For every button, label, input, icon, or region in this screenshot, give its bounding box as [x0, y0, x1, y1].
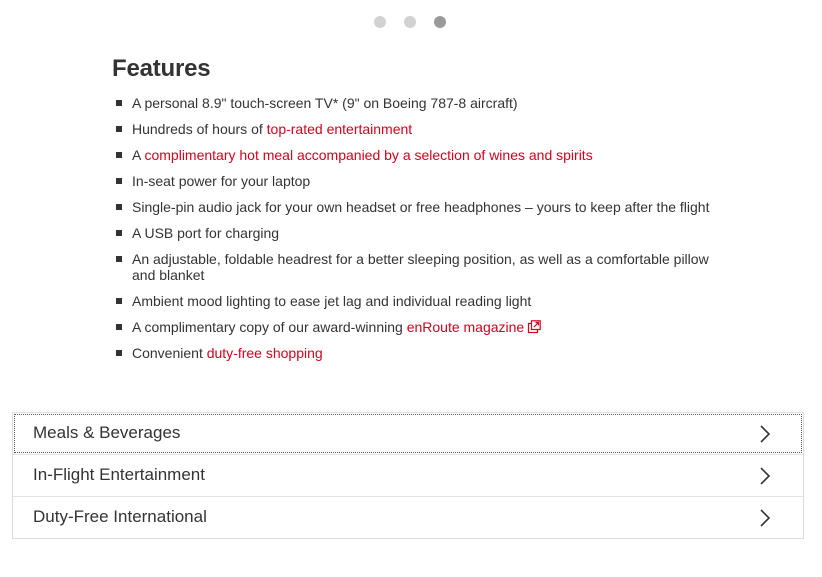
feature-item	[112, 293, 712, 309]
bullet-icon	[116, 298, 122, 304]
enroute-magazine-link[interactable]	[407, 319, 542, 335]
carousel-pagination	[0, 16, 822, 30]
features-title: Features	[112, 55, 211, 82]
bullet-icon	[116, 152, 122, 158]
hot-meal-link[interactable]: complimentary hot meal accompanied by a selection of wines and spirits	[144, 147, 593, 163]
bullet-icon	[116, 204, 122, 210]
accordion-item-label: Meals & Beverages	[33, 423, 181, 442]
feature-item	[112, 251, 712, 283]
accordion-item-duty-free-international[interactable]	[13, 496, 803, 538]
feature-text: Convenient	[132, 345, 207, 361]
feature-item	[112, 147, 712, 163]
feature-item	[112, 95, 712, 111]
bullet-icon	[116, 178, 122, 184]
feature-item	[112, 173, 712, 189]
external-link-icon	[527, 320, 541, 334]
feature-item	[112, 225, 712, 241]
bullet-icon	[116, 126, 122, 132]
duty-free-shopping-link[interactable]: duty-free shopping	[206, 345, 323, 361]
info-accordion	[12, 412, 804, 539]
feature-item	[112, 319, 712, 335]
bullet-icon	[116, 350, 122, 356]
feature-item	[112, 121, 712, 137]
features-section	[112, 54, 712, 371]
feature-text: A personal 8.9" touch-screen TV* (9" on Boeing 787-8 aircraft)	[132, 95, 518, 111]
entertainment-link[interactable]: top-rated entertainment	[266, 121, 413, 137]
carousel-dot-2[interactable]	[404, 16, 416, 28]
bullet-icon	[116, 230, 122, 236]
bullet-icon	[116, 256, 122, 262]
chevron-right-icon	[759, 466, 771, 486]
accordion-item-meals-beverages[interactable]	[13, 413, 803, 454]
bullet-icon	[116, 324, 122, 330]
feature-text: A complimentary copy of our award-winning	[132, 319, 407, 335]
accordion-item-label: In-Flight Entertainment	[33, 465, 205, 484]
feature-text: Single-pin audio jack for your own headset or free headphones – yours to keep after the flight	[132, 199, 710, 215]
carousel-dot-3[interactable]	[434, 16, 446, 28]
feature-text: Ambient mood lighting to ease jet lag and individual reading light	[132, 293, 532, 309]
accordion-item-label: Duty-Free International	[33, 507, 207, 526]
bullet-icon	[116, 100, 122, 106]
feature-text: An adjustable, foldable headrest for a better sleeping position, as well as a comfortable pillow and blanket	[132, 251, 709, 283]
chevron-right-icon	[759, 424, 771, 444]
feature-item	[112, 345, 712, 361]
feature-text: A USB port for charging	[132, 225, 280, 241]
chevron-right-icon	[759, 508, 771, 528]
feature-text: A	[132, 147, 145, 163]
features-list	[112, 95, 712, 361]
feature-text: In-seat power for your laptop	[132, 173, 311, 189]
accordion-item-in-flight-entertainment[interactable]	[13, 454, 803, 496]
enroute-magazine-link-label: enRoute magazine	[406, 319, 525, 335]
feature-text: Hundreds of hours of	[132, 121, 267, 137]
feature-item	[112, 199, 712, 215]
carousel-dot-1[interactable]	[374, 16, 386, 28]
